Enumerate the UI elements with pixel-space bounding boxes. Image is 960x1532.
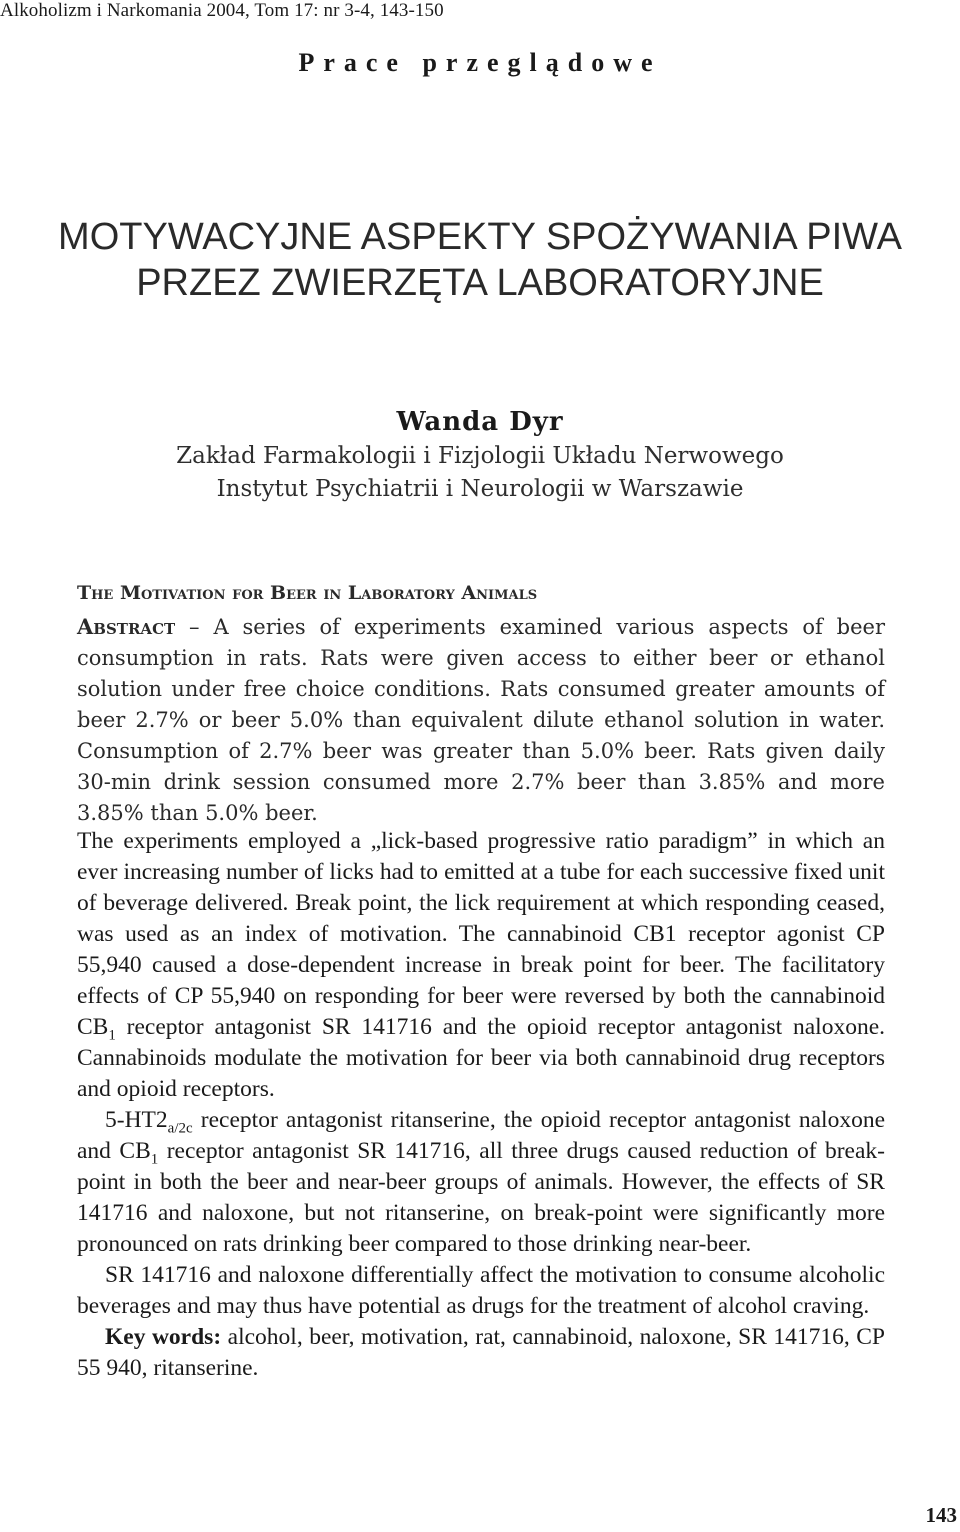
author-name: Wanda Dyr [396,407,564,437]
paragraph-3: SR 141716 and naloxone differentially affect the motivation to consume alcoholic beverages and may thus have potential as drugs for the treatment of alcohol craving. [77,1262,885,1319]
paragraph-2 [77,1105,885,1260]
abstract-label: Abstract [77,614,176,639]
keywords-label: Key words: [105,1324,222,1350]
paragraph-1-text-b: receptor antagonist SR 141716 and the opioid receptor antagonist naloxone. Cannabinoids modulate the motivation for beer via both cannabinoid drug receptors and opioid receptors. [77,1014,885,1102]
article-title [0,214,960,306]
paragraph-2-text-c: receptor antagonist SR 141716, all three drugs caused reduction of break-point in both the beer and near-beer groups of animals. However, the effects of SR 141716 and naloxone, but not ritanserine, on break-point were significantly more pronounced on rats drinking beer compared to those drinking near-beer. [77,1138,885,1257]
abstract-text: A series of experiments examined various aspects of beer consumption in rats. Rats were given access to either beer or ethanol solution under free choice conditions. Rats consumed greater amounts of beer 2.7% or beer 5.0% than equivalent dilute ethanol solution in water. Consumption of 2.7% beer was greater than 5.0% beer. Rats given daily 30-min drink session consumed more 2.7% beer than 3.85% and more 3.85% than 5.0% beer. [77,615,885,825]
abstract [77,611,885,829]
keywords [77,1322,885,1384]
paragraph-2-text-a: 5-HT2 [105,1107,168,1133]
paragraph-1-text-a: The experiments employed a „lick-based progressive ratio paradigm” in which an ever increasing number of licks had to emitted at a tube for each successive fixed unit of beverage delivered. Break point, the lick requirement at which responding ceased, was used as an index of motivation. The cannabinoid CB1 receptor agonist CP 55,940 caused a dose-dependent increase in break point for beer. The facilitatory effects of CP 55,940 on responding for beer were reversed by both the cannabinoid CB [77,828,885,1040]
paragraph-2-subscript-2: 1 [150,1151,159,1168]
running-head: Alkoholizm i Narkomania 2004, Tom 17: nr 3-4, 143-150 [0,0,444,21]
paragraph-2-text-b: receptor antagonist ritanserine, the opioid receptor antagonist naloxone and CB [77,1107,885,1164]
paragraph-1 [77,826,885,1105]
english-title: The Motivation for Beer in Laboratory Animals [77,582,538,604]
page-number: 143 [925,1503,957,1527]
keywords-list: alcohol, beer, motivation, rat, cannabinoid, naloxone, SR 141716, CP 55 940, ritanserine. [77,1324,885,1381]
author-block [0,404,960,506]
affiliation-line-2: Instytut Psychiatrii i Neurologii w Warszawie [216,476,744,502]
paragraph-1-subscript: 1 [108,1027,116,1044]
paragraph-2-subscript-1: a/2c [167,1120,193,1137]
title-line-1: MOTYWACYJNE ASPEKTY SPOŻYWANIA PIWA [58,216,902,258]
abstract-dash: – [175,615,214,639]
abstract-continuation [77,826,885,1384]
affiliation-line-1: Zakład Farmakologii i Fizjologii Układu Nerwowego [176,443,784,469]
title-line-2: PRZEZ ZWIERZĘTA LABORATORYJNE [136,262,824,304]
section-label: Prace przeglądowe [298,48,662,77]
